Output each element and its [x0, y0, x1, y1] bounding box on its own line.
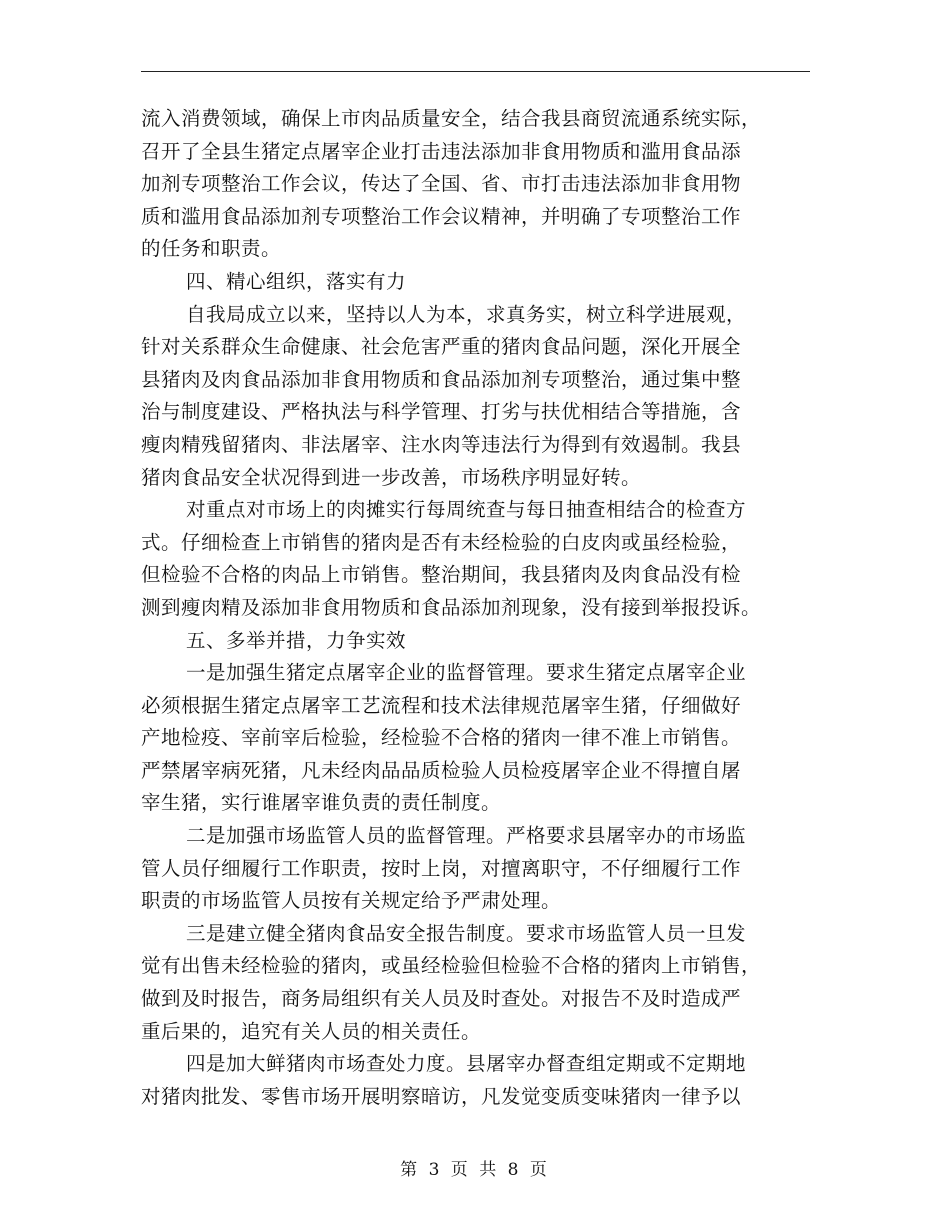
text-line: 严禁屠宰病死猪，凡未经肉品品质检验人员检疫屠宰企业不得擅自屠 [141, 758, 742, 782]
text-line: 自我局成立以来，坚持以人为本，求真务实，树立科学进展观， [186, 302, 747, 326]
text-line: 流入消费领域，确保上市肉品质量安全，结合我县商贸流通系统实际， [141, 107, 762, 130]
text-line: 测到瘦肉精及添加非食用物质和食品添加剂现象，没有接到举报投诉。 [141, 595, 762, 619]
text-line: 对重点对市场上的肉摊实行每周统查与每日抽查相结合的检查方 [186, 498, 747, 522]
paragraph-measure-4 [141, 1048, 810, 1113]
text-line: 二是加强市场监管人员的监督管理。严格要求县屠宰办的市场监 [186, 824, 747, 848]
document-body [141, 103, 810, 1113]
text-line: 重后果的，追究有关人员的相关责任。 [141, 1019, 482, 1043]
text-line: 式。仔细检查上市销售的猪肉是否有未经检验的白皮肉或虽经检验， [141, 530, 742, 554]
text-line: 三是建立健全猪肉食品安全报告制度。要求市场监管人员一旦发 [186, 921, 747, 945]
text-line: 针对关系群众生命健康、社会危害严重的猪肉食品问题，深化开展全 [141, 335, 742, 359]
text-line: 质和滥用食品添加剂专项整治工作会议精神，并明确了专项整治工作 [141, 204, 742, 228]
heading-text: 五、多举并措，力争实效 [186, 628, 407, 652]
text-line: 县猪肉及肉食品添加非食用物质和食品添加剂专项整治，通过集中整 [141, 367, 742, 391]
paragraph-achievements [141, 299, 810, 495]
text-line: 一是加强生猪定点屠宰企业的监督管理。要求生猪定点屠宰企业 [186, 661, 747, 685]
text-line: 对猪肉批发、零售市场开展明察暗访，凡发觉变质变味猪肉一律予以 [141, 1084, 742, 1108]
text-line: 必须根据生猪定点屠宰工艺流程和技术法律规范屠宰生猪，仔细做好 [141, 693, 742, 717]
text-line: 猪肉食品安全状况得到进一步改善，市场秩序明显好转。 [141, 465, 642, 489]
text-line: 宰生猪，实行谁屠宰谁负责的责任制度。 [141, 791, 502, 815]
text-line: 召开了全县生猪定点屠宰企业打击违法添加非食用物质和滥用食品添 [141, 139, 742, 163]
paragraph-measure-1 [141, 657, 810, 820]
text-line: 觉有出售未经检验的猪肉，或虽经检验但检验不合格的猪肉上市销售， [141, 954, 762, 978]
text-line: 做到及时报告，商务局组织有关人员及时查处。对报告不及时造成严 [141, 987, 742, 1011]
text-line: 四是加大鲜猪肉市场查处力度。县屠宰办督查组定期或不定期地 [186, 1052, 747, 1076]
text-line: 的任务和职责。 [141, 237, 282, 261]
header-rule [141, 71, 810, 72]
page-number-footer: 第 3 页 共 8 页 [400, 1160, 550, 1180]
section-heading-5 [141, 625, 810, 658]
heading-text: 四、精心组织，落实有力 [186, 269, 407, 293]
paragraph-measure-2 [141, 820, 810, 918]
text-line: 职责的市场监管人员按有关规定给予严肃处理。 [141, 889, 562, 913]
paragraph-measure-3 [141, 918, 810, 1048]
text-line: 产地检疫、宰前宰后检验，经检验不合格的猪肉一律不准上市销售。 [141, 726, 742, 750]
text-line: 治与制度建设、严格执法与科学管理、打劣与扶优相结合等措施，含 [141, 400, 742, 424]
text-line: 加剂专项整治工作会议，传达了全国、省、市打击违法添加非食用物 [141, 172, 742, 196]
paragraph-continuation [141, 103, 810, 266]
text-line: 瘦肉精残留猪肉、非法屠宰、注水肉等违法行为得到有效遏制。我县 [141, 432, 742, 456]
text-line: 管人员仔细履行工作职责，按时上岗，对擅离职守，不仔细履行工作 [141, 856, 742, 880]
paragraph-inspection [141, 494, 810, 624]
text-line: 但检验不合格的肉品上市销售。整治期间，我县猪肉及肉食品没有检 [141, 563, 742, 587]
section-heading-4 [141, 266, 810, 299]
